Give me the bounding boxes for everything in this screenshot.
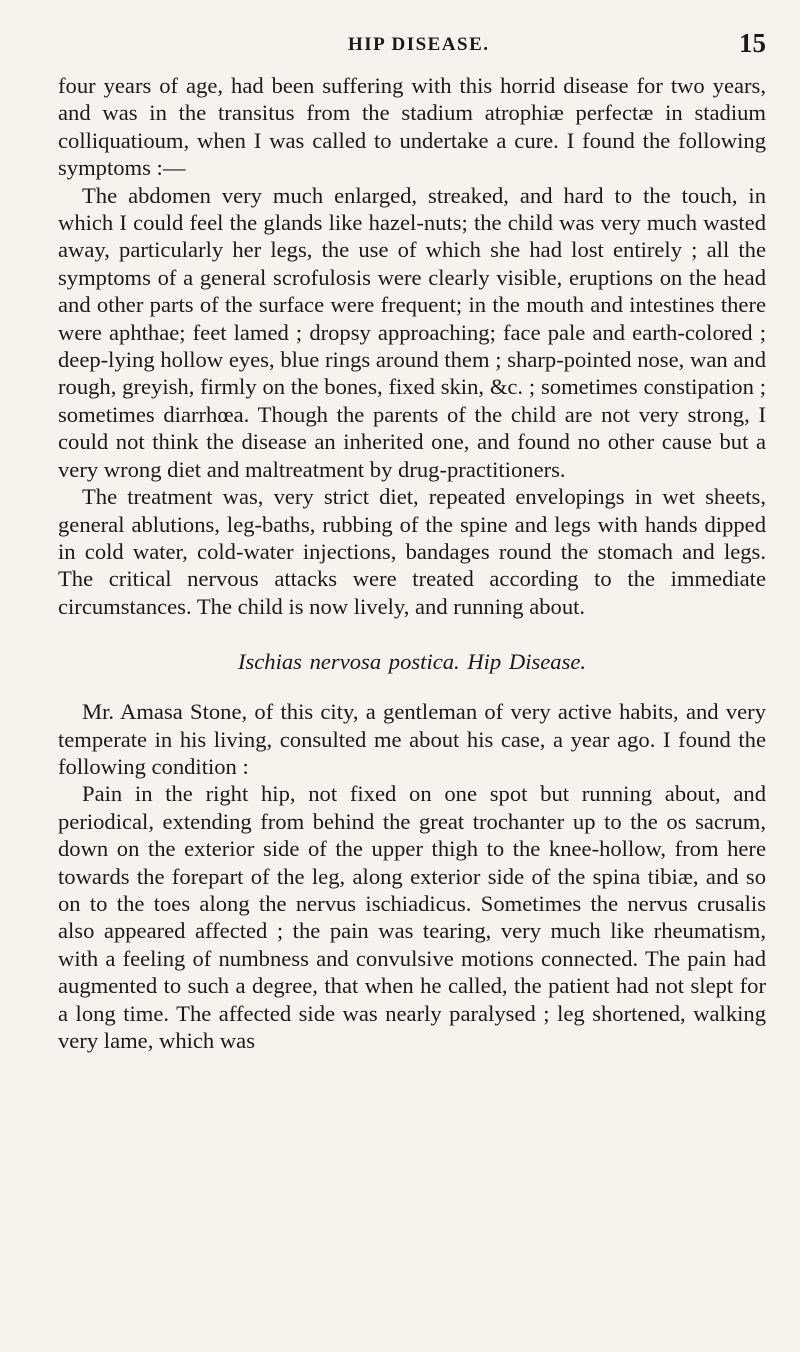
section-heading: Ischias nervosa postica. Hip Disease. [237, 649, 587, 675]
running-head [58, 28, 766, 72]
paragraph: The treatment was, very strict diet, repeated envelopings in wet sheets, general ablutions, leg-baths, rubbing of the spine and legs with hands dipped in cold water, cold-water injections, bandages round the stomach and legs. The critical nervous attacks were treated according to the immediate circumstances. The child is now lively, and running about. [58, 484, 766, 619]
page-number: 15 [739, 28, 766, 58]
book-page [58, 28, 766, 1054]
paragraph: Pain in the right hip, not fixed on one spot but running about, and periodical, extending from behind the great trochanter up to the os sacrum, down on the exterior side of the upper thigh to the knee-hollow, from here towards the forepart of the leg, along exterior side of the spina tibiæ, and so on to the toes along the nervus ischiadicus. Sometimes the nervus crusalis also appeared affected ; the pain was tearing, very much like rheumatism, with a feeling of numbness and convulsive motions connected. The pain had augmented to such a degree, that when he called, the patient had not slept for a long time. The affected side was nearly paralysed ; leg shortened, walking very lame, which was [58, 781, 766, 1053]
paragraph: four years of age, had been suffering with this horrid disease for two years, and was in the transitus from the stadium atrophiæ perfectæ in stadium colliquatioum, when I was called to undertake a cure. I found the following symptoms :— [58, 73, 766, 181]
paragraph: The abdomen very much enlarged, streaked, and hard to the touch, in which I could feel the glands like hazel-nuts; the child was very much wasted away, particularly her legs, the use of which she had lost entirely ; all the symptoms of a general scrofulosis were clearly visible, eruptions on the head and other parts of the surface were frequent; in the mouth and intestines there were aphthae; feet lamed ; dropsy approaching; face pale and earth-colored ; deep-lying hollow eyes, blue rings around them ; sharp-pointed nose, wan and rough, greyish, firmly on the bones, fixed skin, &c. ; sometimes constipation ; sometimes diarrhœa. Though the parents of the child are not very strong, I could not think the disease an inherited one, and found no other cause but a very wrong diet and maltreatment by drug-practitioners. [58, 182, 766, 482]
paragraph: Mr. Amasa Stone, of this city, a gentleman of very active habits, and very temperate in his living, consulted me about his case, a year ago. I found the following condition : [58, 699, 766, 779]
running-title: HIP DISEASE. [348, 34, 490, 55]
